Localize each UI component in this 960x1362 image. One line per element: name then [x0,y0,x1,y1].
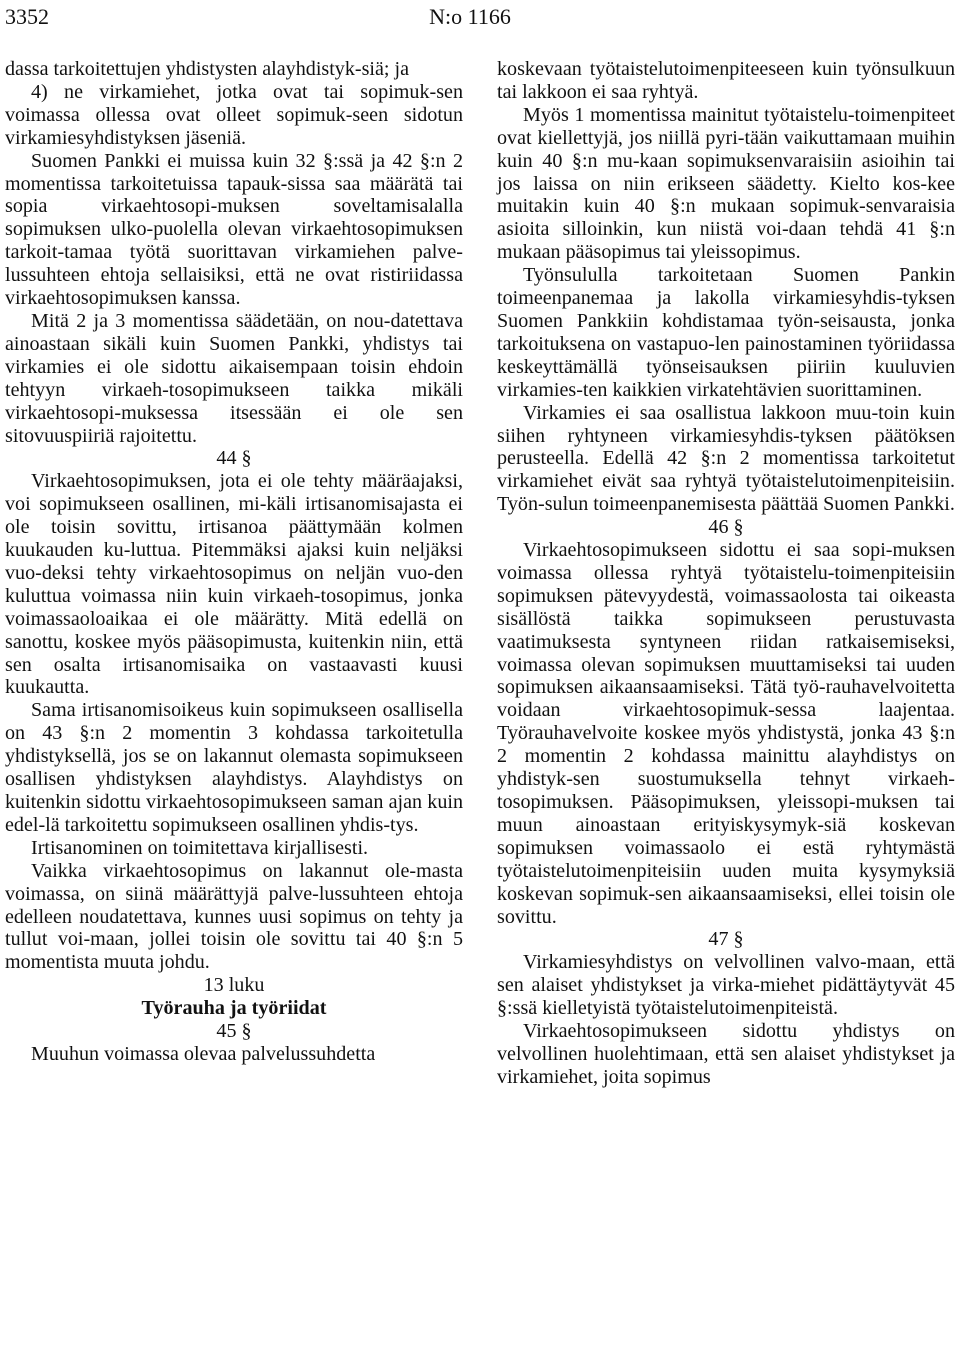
page-header [0,0,960,40]
paragraph: Muuhun voimassa olevaa palvelussuhdetta [31,1042,376,1065]
paragraph: Myös 1 momentissa mainitut työtaistelu-toimenpiteet ovat kiellettyjä, jos niillä pyri-tään vaikuttamaan muihin kuin 40 §:n mu-kaan sopimuksenvaraisiin asioihin tai jos laissa on niin erikseen säädetty. Kielto kos-kee muitakin kuin 40 §:n mukaan sopimuk-senvaraisia asioita silloinkin, kun niistä voi-daan tehdä 41 §:n mukaan pääsopimus tai yleissopimus. [497,103,955,264]
section-heading-44: 44 § [216,447,252,470]
page-number: 3352 [5,4,49,29]
right-column [497,58,955,1089]
paragraph: dassa tarkoitettujen yhdistysten alayhdistyk-siä; ja [5,58,410,80]
left-column [5,58,463,1066]
chapter-number: 13 luku [203,974,265,997]
section-heading-47: 47 § [708,928,744,951]
paragraph: Virkamiesyhdistys on velvollinen valvo-maan, että sen alaiset yhdistykset ja virka-miehet pidättäytyvät 45 §:ssä kielletyistä työtaistelutoimenpiteistä. [497,951,955,1020]
section-heading-46: 46 § [708,516,744,539]
paragraph: Työnsululla tarkoitetaan Suomen Pankin toimeenpanemaa ja lakolla virkamiesyhdis-tyksen Suomen Pankkiin kohdistamaa työn-seisausta, jonka tarkoituksena on vastapuo-len painostaminen työriidassa keskeyttämällä työnseisauksen piiriin kuuluvien virkamies-ten kaikkien virkatehtävien suorittaminen. [497,264,955,401]
section-heading-45: 45 § [216,1020,252,1043]
paragraph: Suomen Pankki ei muissa kuin 32 §:ssä ja 42 §:n 2 momentissa tarkoitetuissa tapauk-sissa saa määrätä tai sopia virkaehtosopi-muksen soveltamisalalla sopimuksen ulko-puolella olevan virkaehtosopimuksen tarkoit-tamaa työtä suorittavan virkamiehen palve-lussuhteen ehtoja sellaisiksi, että ne ovat ristiriidassa virkaehtosopimuksen kanssa. [5,149,463,310]
paragraph: Virkamies ei saa osallistua lakkoon muu-toin kuin siihen ryhtyneen virkamiesyhdis-tyksen päätöksen perusteella. Edellä 42 §:n 2 momentissa tarkoitetut virkamiehet eivät saa ryhtyä työtaistelutoimenpiteisiin. Työn-sulun toimeenpanemisesta päättää Suomen Pankki. [497,401,955,516]
paragraph: Mitä 2 ja 3 momentissa säädetään, on nou-datettava ainoastaan sikäli kuin Suomen Pankki, yhdistys tai virkamies ei ole sidottu aikaisempaan toisin ehdoin tehtyyn virkaeh-tosopimukseen taikka mikäli virkaehtosopi-muksessa itsessään ei ole sen sitovuuspiiriä rajoitettu. [5,309,463,447]
paragraph: Virkaehtosopimukseen sidottu yhdistys on velvollinen huolehtimaan, että sen alaiset yhdistykset ja virkamiehet, joita sopimus [497,1020,955,1088]
paragraph: Virkaehtosopimuksen, jota ei ole tehty määräajaksi, voi sopimukseen osallinen, mi-käli irtisanomisajasta ei ole toisin sovittu, irtisanoa päättymään kolmen kuukauden ku-luttua. Pitemmäksi ajaksi kuin neljäksi vuo-deksi tehty virkaehtosopimus on neljän vuo-den kuluttua voimassa niin kuin virkaeh-tosopimus, jonka voimassaoloaikaa ei ole määrätty. Mitä edellä on sanottu, koskee myös pääsopimusta, kuitenkin niin, että sen osalta irtisanomisaika on vastaavasti kuusi kuukautta. [5,470,463,699]
paragraph: Virkaehtosopimukseen sidottu ei saa sopi-muksen voimassa ollessa ryhtyä työtaistelu-toimenpiteisiin sopimuksen pätevyydestä, voimassaolosta tai oikeasta sisällöstä taikka sopimukseen perustuvasta vaatimuksesta syntyneen riidan ratkaisemiseksi, voimassa olevan sopimuksen muuttamiseksi tai uuden sopimuksen aikaansaamiseksi. Tätä työ-rauhavelvoitetta voidaan virkaehtosopimuk-sessa laajentaa. Työrauhavelvoite koskee myös yhdistystä, jonka 43 §:n 2 momentin 2 kohdassa mainittu alayhdistys on yhdistyk-sen suostumuksella tehnyt virkaeh-tosopimuksen. Pääsopimuksen, yleissopi-muksen tai muun ainoastaan erityiskysymyk-siä koskevan sopimuksen voimassaolo ei estä ryhtymästä työtaistelutoimenpiteisiin uuden muita kysymyksiä koskevan sopimuk-sen aikaansaamiseksi, ellei toisin ole sovittu. [497,539,955,928]
paragraph: Vaikka virkaehtosopimus on lakannut ole-masta voimassa, on siinä määrättyjä palve-lussuhteen ehtoja edelleen noudatettava, kunnes uusi sopimus on tehty ja tullut voi-maan, jollei toisin ole sovittu tai 40 §:n 5 momentista muuta johdu. [5,859,463,974]
paragraph: Irtisanominen on toimitettava kirjallisesti. [31,836,369,859]
document-number: N:o 1166 [429,4,511,29]
paragraph: 4) ne virkamiehet, jotka ovat tai sopimuk-sen voimassa ollessa ovat olleet sopimuk-seen sidotun virkamiesyhdistyksen jäseniä. [5,80,463,149]
chapter-title: Työrauha ja työriidat [141,997,327,1020]
paragraph: koskevaan työtaistelutoimenpiteeseen kuin työnsulkuun tai lakkoon ei saa ryhtyä. [497,58,955,103]
paragraph: Sama irtisanomisoikeus kuin sopimukseen osallisella on 43 §:n 2 momentin 3 kohdassa tarkoitetulla yhdistyksellä, jos se on lakannut olemasta sopimukseen osallisen yhdistyksen alayhdistys. Alayhdistys on kuitenkin sidottu virkaehtosopimukseen saman ajan kuin edel-lä tarkoitettu sopimukseen osallinen yhdis-tys. [5,699,463,836]
